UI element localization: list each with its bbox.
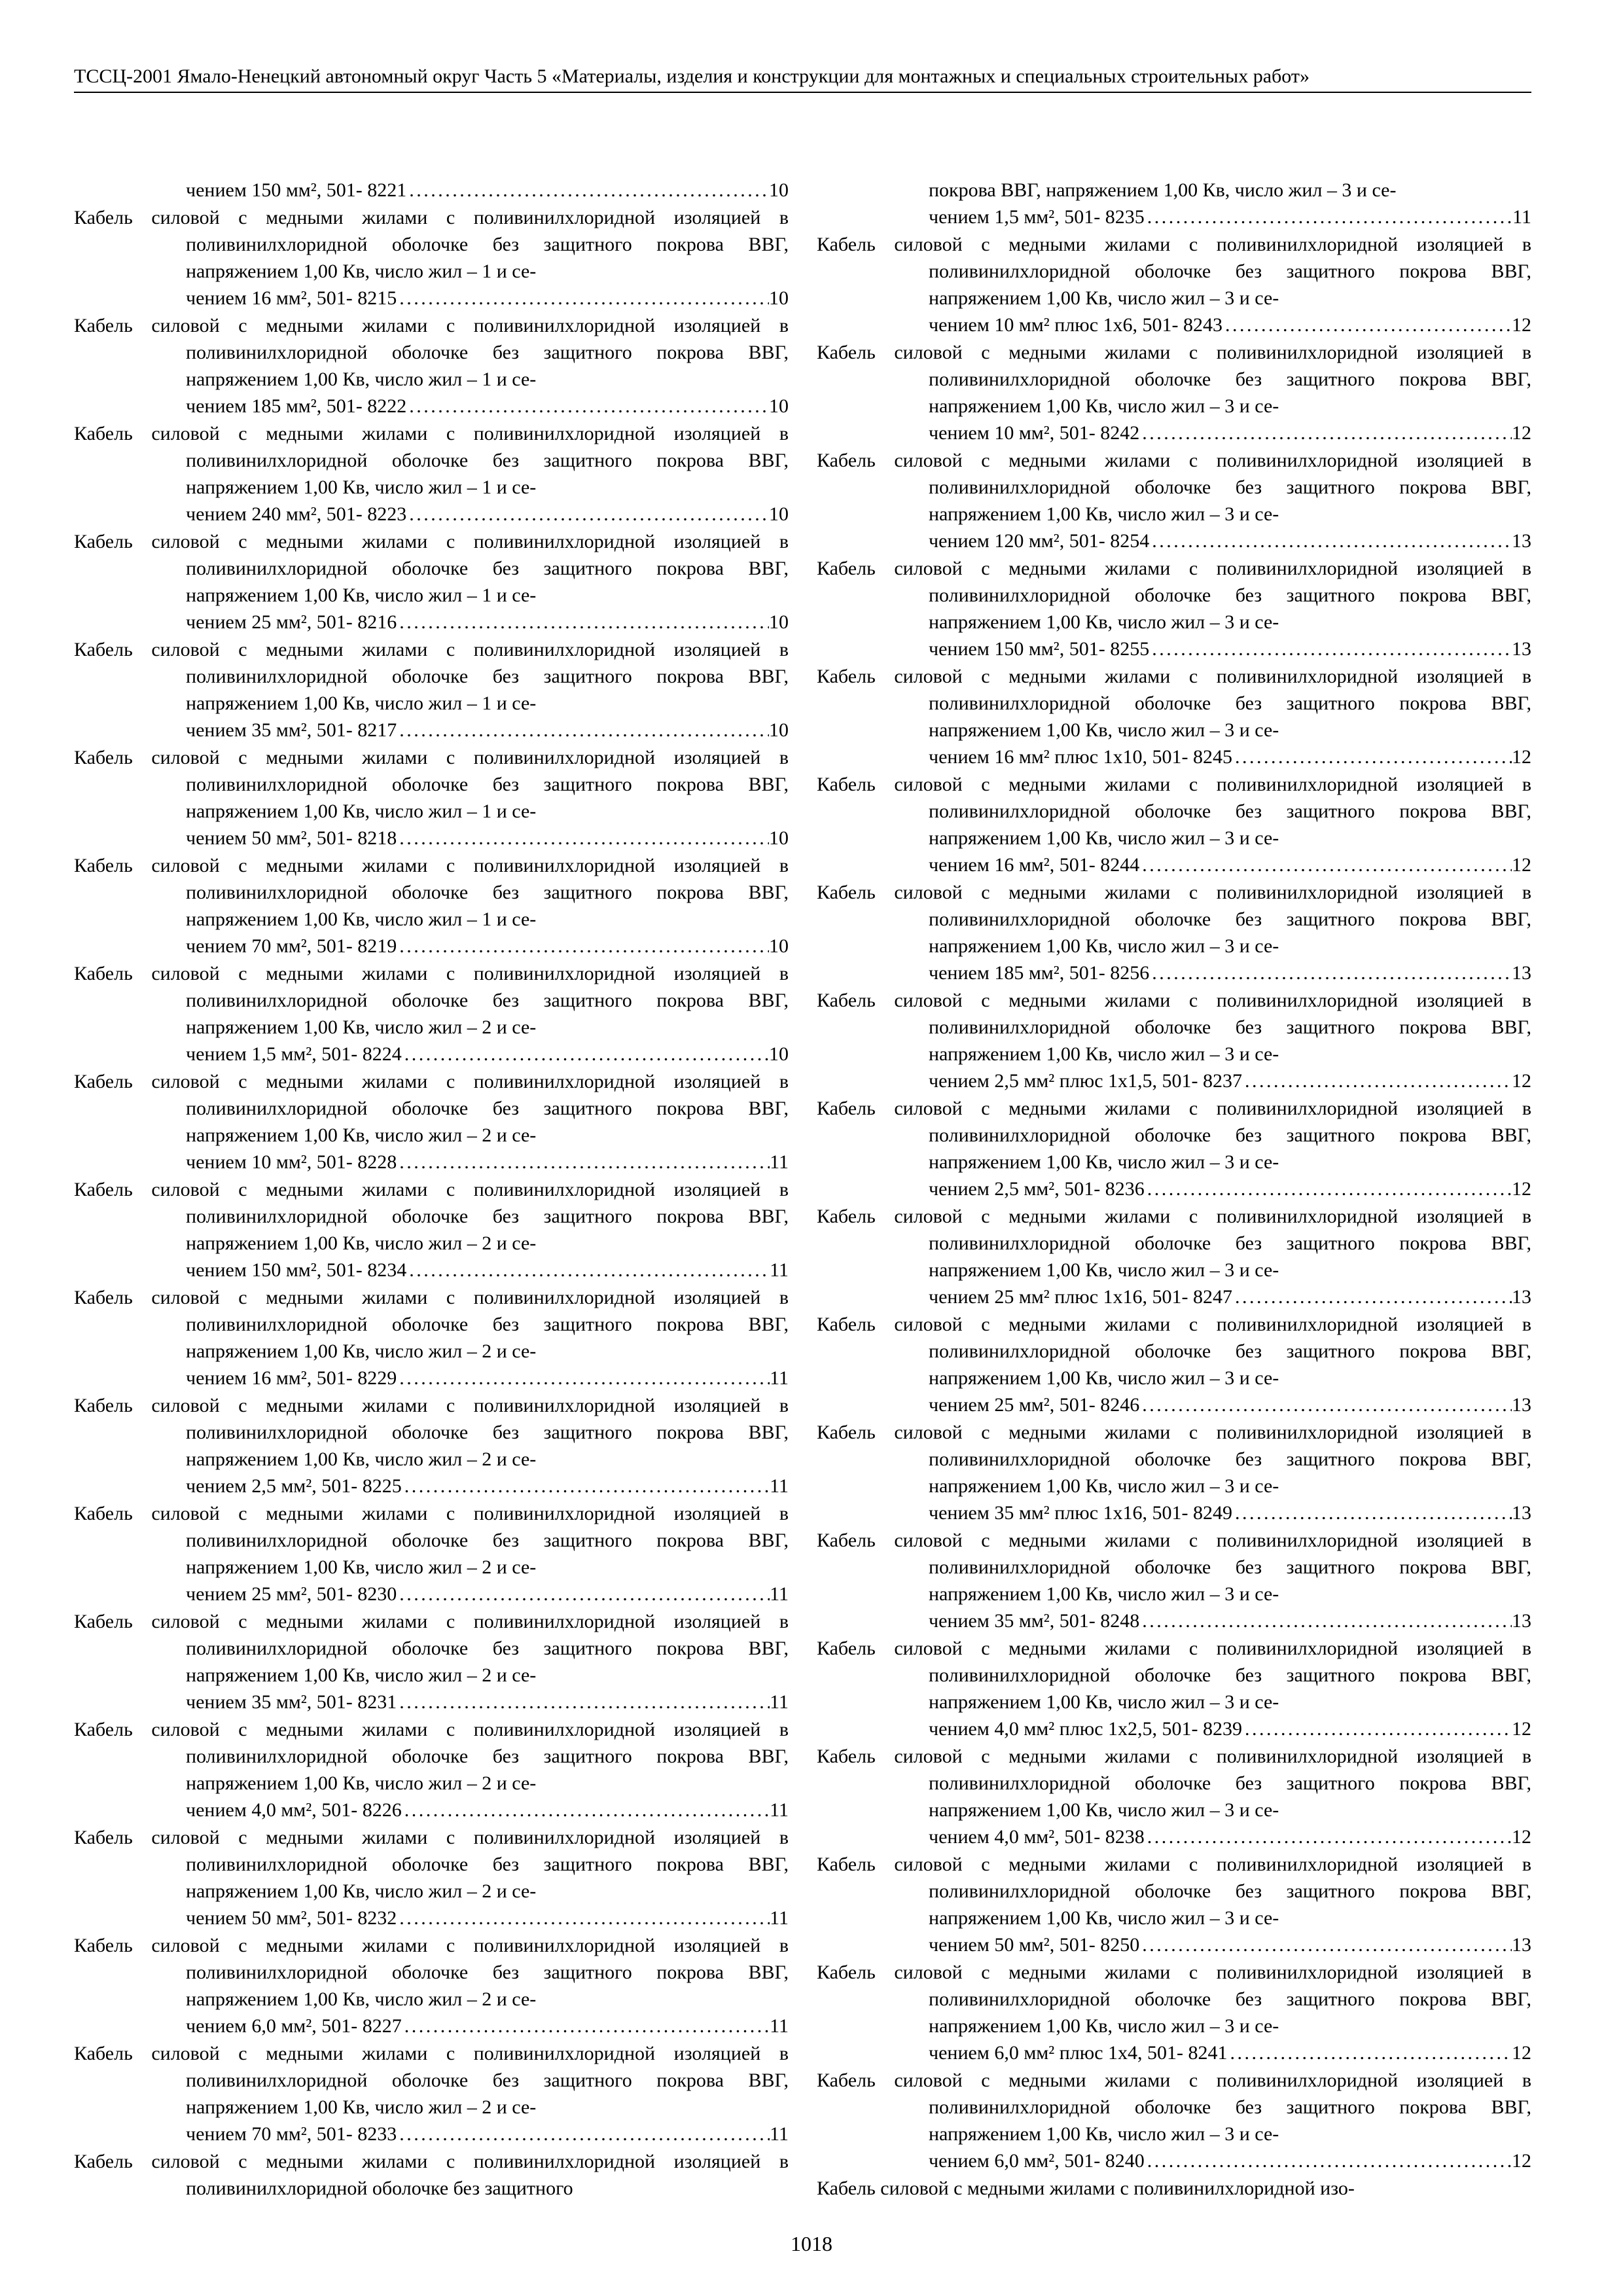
dot-leader	[1149, 528, 1512, 554]
entry-text: Кабель силовой с медными жилами с поливинилхлоридной изоляцией в поливинилхлоридной оболочке без защитного покрова ВВГ, напряжением 1,00 Кв, число жил – 1 и се-	[74, 315, 789, 390]
entry-item-code: чением 10 мм² плюс 1х6, 501- 8243	[929, 314, 1223, 336]
entry-item-code: чением 1,5 мм², 501- 8224	[186, 1043, 402, 1065]
entry-last-line	[186, 285, 789, 312]
dot-leader	[406, 393, 769, 420]
entry-page-ref: 11	[770, 1475, 789, 1497]
dot-leader	[1139, 1607, 1512, 1634]
entry-text: Кабель силовой с медными жилами с поливинилхлоридной изоляцией в поливинилхлоридной оболочке без защитного покрова ВВГ, напряжением 1,00 Кв, число жил – 3 и се-	[817, 1854, 1531, 1929]
entry-item-code: чением 10 мм², 501- 8242	[929, 422, 1140, 444]
header-title: ТССЦ-2001 Ямало-Ненецкий автономный округ Часть 5 «Материалы, изделия и конструкции для монтажных и специальных строительных работ»	[74, 65, 1310, 87]
entry-text: Кабель силовой с медными жилами с поливинилхлоридной изоляцией в поливинилхлоридной оболочке без защитного покрова ВВГ, напряжением 1,00 Кв, число жил – 3 и се-	[817, 1422, 1531, 1497]
entry-text: Кабель силовой с медными жилами с поливинилхлоридной изоляцией в поливинилхлоридной оболочке без защитного покрова ВВГ, напряжением 1,00 Кв, число жил – 3 и се-	[817, 990, 1531, 1065]
dot-leader	[1139, 1931, 1512, 1958]
entry-text: покрова ВВГ, напряжением 1,00 Кв, число жил – 3 и се-	[929, 179, 1397, 201]
entry-last-line	[929, 852, 1531, 878]
entry-last-line	[929, 1607, 1531, 1634]
dot-leader	[402, 1473, 770, 1499]
entry-item-code: чением 35 мм², 501- 8231	[186, 1691, 397, 1713]
entry-last-line	[186, 1905, 789, 1931]
dot-leader	[397, 1581, 770, 1607]
index-entry	[817, 1959, 1531, 2066]
entry-text: Кабель силовой с медными жилами с поливинилхлоридной изоляцией в поливинилхлоридной оболочке без защитного покрова ВВГ, напряжением 1,00 Кв, число жил – 2 и се-	[74, 2043, 789, 2118]
index-entry	[74, 204, 789, 312]
dot-leader	[402, 2013, 770, 2039]
entry-text: Кабель силовой с медными жилами с поливинилхлоридной изоляцией в поливинилхлоридной оболочке без защитного покрова ВВГ, напряжением 1,00 Кв, число жил – 1 и се-	[74, 531, 789, 606]
index-entry	[817, 555, 1531, 662]
entry-item-code: чением 4,0 мм², 501- 8226	[186, 1799, 402, 1821]
entry-page-ref: 10	[769, 935, 789, 957]
index-column-left	[74, 177, 789, 2202]
entry-last-line	[186, 1257, 789, 1283]
index-entry	[74, 2040, 789, 2147]
entry-text: Кабель силовой с медными жилами с поливинилхлоридной изоляцией в поливинилхлоридной оболочке без защитного покрова ВВГ, напряжением 1,00 Кв, число жил – 3 и се-	[817, 1746, 1531, 1821]
dot-leader	[406, 1257, 770, 1283]
index-entry	[817, 879, 1531, 986]
entry-page-ref: 12	[1512, 422, 1531, 444]
dot-leader	[1232, 744, 1512, 770]
entry-last-line	[186, 2121, 789, 2147]
entry-text: Кабель силовой с медными жилами с поливинилхлоридной изоляцией в поливинилхлоридной оболочке без защитного покрова ВВГ, напряжением 1,00 Кв, число жил – 3 и се-	[817, 1314, 1531, 1389]
entry-text: Кабель силовой с медными жилами с поливинилхлоридной изоляцией в поливинилхлоридной оболочке без защитного покрова ВВГ, напряжением 1,00 Кв, число жил – 1 и се-	[74, 855, 789, 930]
entry-item-code: чением 25 мм², 501- 8246	[929, 1394, 1140, 1416]
entry-last-line	[186, 609, 789, 636]
entry-item-code: чением 150 мм², 501- 8234	[186, 1259, 407, 1281]
entry-item-code: чением 25 мм² плюс 1х16, 501- 8247	[929, 1286, 1233, 1308]
entry-item-code: чением 150 мм², 501- 8221	[186, 179, 407, 201]
entry-item-code: чением 16 мм², 501- 8215	[186, 287, 397, 309]
entry-page-ref: 10	[769, 287, 789, 309]
entry-last-line	[186, 1149, 789, 1175]
index-entry	[74, 1824, 789, 1931]
dot-leader	[1139, 1391, 1512, 1418]
index-entry	[74, 744, 789, 852]
entry-text: Кабель силовой с медными жилами с поливинилхлоридной изоляцией в поливинилхлоридной оболочке без защитного покрова ВВГ, напряжением 1,00 Кв, число жил – 3 и се-	[817, 450, 1531, 525]
dot-leader	[397, 1905, 770, 1931]
index-entry	[817, 663, 1531, 770]
entry-page-ref: 11	[770, 1151, 789, 1173]
entry-text: Кабель силовой с медными жилами с поливинилхлоридной изо-	[817, 2178, 1355, 2199]
entry-last-line	[929, 744, 1531, 770]
entry-item-code: чением 10 мм², 501- 8228	[186, 1151, 397, 1173]
entry-item-code: чением 2,5 мм², 501- 8225	[186, 1475, 402, 1497]
page-number: 1018	[791, 2232, 832, 2255]
entry-last-line	[929, 204, 1531, 230]
entry-page-ref: 13	[1512, 638, 1531, 660]
entry-text: Кабель силовой с медными жилами с поливинилхлоридной изоляцией в поливинилхлоридной оболочке без защитного покрова ВВГ, напряжением 1,00 Кв, число жил – 2 и се-	[74, 1827, 789, 1902]
entry-text: Кабель силовой с медными жилами с поливинилхлоридной изоляцией в поливинилхлоридной оболочке без защитного покрова ВВГ, напряжением 1,00 Кв, число жил – 1 и се-	[74, 423, 789, 498]
index-entry	[817, 1635, 1531, 1742]
entry-page-ref: 13	[1512, 1394, 1531, 1416]
entry-last-line	[186, 1041, 789, 1067]
entry-text: Кабель силовой с медными жилами с поливинилхлоридной изоляцией в поливинилхлоридной оболочке без защитного покрова ВВГ, напряжением 1,00 Кв, число жил – 2 и се-	[74, 1395, 789, 1470]
entry-page-ref: 12	[1512, 746, 1531, 768]
entry-item-code: чением 4,0 мм² плюс 1х2,5, 501- 8239	[929, 1718, 1243, 1740]
index-entry	[74, 1716, 789, 1823]
entry-last-line	[186, 1581, 789, 1607]
entry-page-ref: 13	[1512, 1934, 1531, 1956]
entry-item-code: чением 16 мм² плюс 1х10, 501- 8245	[929, 746, 1233, 768]
entry-text: Кабель силовой с медными жилами с поливинилхлоридной изоляцией в поливинилхлоридной оболочке без защитного покрова ВВГ, напряжением 1,00 Кв, число жил – 2 и се-	[74, 1611, 789, 1686]
index-entry	[74, 1068, 789, 1175]
index-entry	[74, 177, 789, 204]
entry-item-code: чением 120 мм², 501- 8254	[929, 530, 1150, 552]
index-entry	[817, 339, 1531, 446]
entry-last-line	[929, 1715, 1531, 1742]
entry-page-ref: 11	[770, 2123, 789, 2145]
dot-leader	[397, 1149, 770, 1175]
entry-item-code: чением 2,5 мм² плюс 1х1,5, 501- 8237	[929, 1070, 1243, 1092]
index-entry	[74, 1392, 789, 1499]
index-column-right	[817, 177, 1531, 2202]
entry-page-ref: 11	[770, 1583, 789, 1605]
entry-page-ref: 12	[1512, 1178, 1531, 1200]
entry-last-line	[929, 1175, 1531, 1202]
entry-text: Кабель силовой с медными жилами с поливинилхлоридной изоляцией в поливинилхлоридной оболочке без защитного покрова ВВГ, напряжением 1,00 Кв, число жил – 3 и се-	[817, 774, 1531, 849]
entry-page-ref: 13	[1512, 530, 1531, 552]
entry-item-code: чением 50 мм², 501- 8218	[186, 827, 397, 849]
entry-text: Кабель силовой с медными жилами с поливинилхлоридной изоляцией в поливинилхлоридной оболочке без защитного покрова ВВГ, напряжением 1,00 Кв, число жил – 2 и се-	[74, 1503, 789, 1578]
index-entry	[817, 2175, 1531, 2202]
index-entry	[74, 312, 789, 420]
index-entry	[74, 420, 789, 528]
entry-item-code: чением 6,0 мм², 501- 8240	[929, 2150, 1145, 2172]
entry-text: Кабель силовой с медными жилами с поливинилхлоридной изоляцией в поливинилхлоридной оболочке без защитного покрова ВВГ, напряжением 1,00 Кв, число жил – 2 и се-	[74, 963, 789, 1038]
index-entry	[817, 447, 1531, 554]
entry-last-line	[929, 1391, 1531, 1418]
dot-leader	[1242, 1715, 1512, 1742]
entry-item-code: чением 16 мм², 501- 8229	[186, 1367, 397, 1389]
entry-page-ref: 13	[1512, 962, 1531, 984]
dot-leader	[397, 717, 769, 744]
entry-item-code: чением 50 мм², 501- 8250	[929, 1934, 1140, 1956]
entry-text: Кабель силовой с медными жилами с поливинилхлоридной изоляцией в поливинилхлоридной оболочке без защитного покрова ВВГ, напряжением 1,00 Кв, число жил – 2 и се-	[74, 1719, 789, 1794]
index-entry	[817, 2067, 1531, 2174]
entry-last-line	[929, 312, 1531, 338]
entry-last-line	[929, 1067, 1531, 1094]
index-entry	[74, 1500, 789, 1607]
entry-page-ref: 11	[770, 1691, 789, 1713]
entry-item-code: чением 6,0 мм², 501- 8227	[186, 2015, 402, 2037]
index-entry	[74, 1608, 789, 1715]
entry-page-ref: 10	[769, 1043, 789, 1065]
dot-leader	[1139, 420, 1512, 446]
dot-leader	[397, 1365, 770, 1391]
dot-leader	[1139, 852, 1512, 878]
entry-text: Кабель силовой с медными жилами с поливинилхлоридной изоляцией в поливинилхлоридной оболочке без защитного покрова ВВГ, напряжением 1,00 Кв, число жил – 3 и се-	[817, 1098, 1531, 1173]
entry-item-code: чением 1,5 мм², 501- 8235	[929, 206, 1145, 228]
entry-last-line	[186, 177, 789, 204]
entry-page-ref: 12	[1512, 2042, 1531, 2064]
dot-leader	[1145, 1175, 1512, 1202]
entry-item-code: чением 150 мм², 501- 8255	[929, 638, 1150, 660]
entry-item-code: чением 16 мм², 501- 8244	[929, 854, 1140, 876]
entry-text: Кабель силовой с медными жилами с поливинилхлоридной изоляцией в поливинилхлоридной оболочке без защитного покрова ВВГ, напряжением 1,00 Кв, число жил – 1 и се-	[74, 747, 789, 822]
entry-page-ref: 12	[1512, 2150, 1531, 2172]
entry-page-ref: 12	[1512, 1826, 1531, 1848]
dot-leader	[1232, 1499, 1512, 1526]
entry-text: Кабель силовой с медными жилами с поливинилхлоридной изоляцией в поливинилхлоридной оболочке без защитного покрова ВВГ, напряжением 1,00 Кв, число жил – 1 и се-	[74, 207, 789, 282]
entry-last-line	[929, 2147, 1531, 2174]
entry-last-line	[186, 393, 789, 420]
entry-page-ref: 10	[769, 827, 789, 849]
entry-item-code: чением 35 мм² плюс 1х16, 501- 8249	[929, 1502, 1233, 1524]
entry-last-line	[186, 1365, 789, 1391]
entry-text: Кабель силовой с медными жилами с поливинилхлоридной изоляцией в поливинилхлоридной оболочке без защитного	[74, 2151, 789, 2199]
entry-page-ref: 10	[769, 611, 789, 633]
index-entry	[817, 1095, 1531, 1202]
entry-last-line	[929, 1823, 1531, 1850]
entry-item-code: чением 70 мм², 501- 8233	[186, 2123, 397, 2145]
entry-item-code: чением 25 мм², 501- 8230	[186, 1583, 397, 1605]
dot-leader	[1222, 312, 1512, 338]
entry-last-line	[186, 825, 789, 852]
index-entry	[817, 177, 1531, 230]
dot-leader	[1228, 2039, 1512, 2066]
entry-text: Кабель силовой с медными жилами с поливинилхлоридной изоляцией в поливинилхлоридной оболочке без защитного покрова ВВГ, напряжением 1,00 Кв, число жил – 3 и се-	[817, 2070, 1531, 2145]
dot-leader	[406, 501, 769, 528]
dot-leader	[397, 609, 769, 636]
index-entry	[74, 960, 789, 1067]
entry-item-code: чением 2,5 мм², 501- 8236	[929, 1178, 1145, 1200]
entry-last-line	[186, 1689, 789, 1715]
entry-item-code: чением 185 мм², 501- 8222	[186, 395, 407, 417]
entry-text: Кабель силовой с медными жилами с поливинилхлоридной изоляцией в поливинилхлоридной оболочке без защитного покрова ВВГ, напряжением 1,00 Кв, число жил – 2 и се-	[74, 1179, 789, 1254]
entry-text: Кабель силовой с медными жилами с поливинилхлоридной изоляцией в поливинилхлоридной оболочке без защитного покрова ВВГ, напряжением 1,00 Кв, число жил – 2 и се-	[74, 1287, 789, 1362]
entry-page-ref: 12	[1512, 1718, 1531, 1740]
entry-last-line	[186, 1797, 789, 1823]
dot-leader	[397, 1689, 770, 1715]
dot-leader	[1242, 1067, 1512, 1094]
index-entry	[74, 1284, 789, 1391]
dot-leader	[397, 825, 769, 852]
entry-page-ref: 10	[769, 395, 789, 417]
entry-item-code: чением 25 мм², 501- 8216	[186, 611, 397, 633]
dot-leader	[1145, 2147, 1512, 2174]
entry-page-ref: 11	[770, 1799, 789, 1821]
entry-page-ref: 11	[770, 1259, 789, 1281]
index-entry	[817, 987, 1531, 1094]
page-header	[74, 64, 1531, 93]
entry-text: Кабель силовой с медными жилами с поливинилхлоридной изоляцией в поливинилхлоридной оболочке без защитного покрова ВВГ, напряжением 1,00 Кв, число жил – 2 и се-	[74, 1935, 789, 2010]
entry-text: Кабель силовой с медными жилами с поливинилхлоридной изоляцией в поливинилхлоридной оболочке без защитного покрова ВВГ, напряжением 1,00 Кв, число жил – 3 и се-	[817, 1638, 1531, 1713]
index-entry	[74, 2148, 789, 2202]
entry-page-ref: 13	[1512, 1286, 1531, 1308]
entry-text: Кабель силовой с медными жилами с поливинилхлоридной изоляцией в поливинилхлоридной оболочке без защитного покрова ВВГ, напряжением 1,00 Кв, число жил – 3 и се-	[817, 1530, 1531, 1605]
entry-text: Кабель силовой с медными жилами с поливинилхлоридной изоляцией в поливинилхлоридной оболочке без защитного покрова ВВГ, напряжением 1,00 Кв, число жил – 3 и се-	[817, 882, 1531, 957]
index-entry	[817, 1851, 1531, 1958]
index-entry	[74, 636, 789, 744]
index-entry	[817, 1203, 1531, 1310]
dot-leader	[402, 1797, 770, 1823]
entry-page-ref: 13	[1512, 1502, 1531, 1524]
entry-text: Кабель силовой с медными жилами с поливинилхлоридной изоляцией в поливинилхлоридной оболочке без защитного покрова ВВГ, напряжением 1,00 Кв, число жил – 3 и се-	[817, 666, 1531, 741]
dot-leader	[1145, 204, 1512, 230]
entry-text: Кабель силовой с медными жилами с поливинилхлоридной изоляцией в поливинилхлоридной оболочке без защитного покрова ВВГ, напряжением 1,00 Кв, число жил – 2 и се-	[74, 1071, 789, 1146]
entry-page-ref: 12	[1512, 854, 1531, 876]
entry-last-line	[929, 2039, 1531, 2066]
entry-last-line	[929, 528, 1531, 554]
index-entry	[817, 1527, 1531, 1634]
entry-page-ref: 11	[770, 2015, 789, 2037]
entry-last-line	[929, 636, 1531, 662]
entry-last-line	[186, 1473, 789, 1499]
entry-page-ref: 11	[770, 1907, 789, 1929]
entry-item-code: чением 35 мм², 501- 8217	[186, 719, 397, 741]
entry-last-line	[186, 501, 789, 528]
index-entry	[817, 1311, 1531, 1418]
entry-page-ref: 11	[770, 1367, 789, 1389]
entry-page-ref: 12	[1512, 1070, 1531, 1092]
dot-leader	[1149, 960, 1512, 986]
dot-leader	[1145, 1823, 1512, 1850]
entry-page-ref: 12	[1512, 314, 1531, 336]
index-entry	[817, 1743, 1531, 1850]
entry-text: Кабель силовой с медными жилами с поливинилхлоридной изоляцией в поливинилхлоридной оболочке без защитного покрова ВВГ, напряжением 1,00 Кв, число жил – 3 и се-	[817, 342, 1531, 417]
entry-last-line	[929, 1499, 1531, 1526]
dot-leader	[397, 285, 769, 312]
entry-page-ref: 10	[769, 503, 789, 525]
entry-text: Кабель силовой с медными жилами с поливинилхлоридной изоляцией в поливинилхлоридной оболочке без защитного покрова ВВГ, напряжением 1,00 Кв, число жил – 1 и се-	[74, 639, 789, 714]
entry-item-code: чением 50 мм², 501- 8232	[186, 1907, 397, 1929]
entry-last-line	[929, 1283, 1531, 1310]
entry-item-code: чением 35 мм², 501- 8248	[929, 1610, 1140, 1632]
entry-text: Кабель силовой с медными жилами с поливинилхлоридной изоляцией в поливинилхлоридной оболочке без защитного покрова ВВГ, напряжением 1,00 Кв, число жил – 3 и се-	[817, 558, 1531, 633]
entry-page-ref: 11	[1512, 206, 1531, 228]
entry-page-ref: 10	[769, 179, 789, 201]
index-entry	[74, 852, 789, 960]
entry-item-code: чением 185 мм², 501- 8256	[929, 962, 1150, 984]
dot-leader	[397, 933, 769, 960]
entry-item-code: чением 4,0 мм², 501- 8238	[929, 1826, 1145, 1848]
entry-page-ref: 13	[1512, 1610, 1531, 1632]
dot-leader	[406, 177, 769, 204]
entry-last-line	[186, 933, 789, 960]
entry-item-code: чением 6,0 мм² плюс 1х4, 501- 8241	[929, 2042, 1228, 2064]
entry-last-line	[929, 1931, 1531, 1958]
entry-last-line	[929, 420, 1531, 446]
dot-leader	[1149, 636, 1512, 662]
dot-leader	[1232, 1283, 1512, 1310]
entry-last-line	[186, 2013, 789, 2039]
entry-item-code: чением 70 мм², 501- 8219	[186, 935, 397, 957]
entry-text: Кабель силовой с медными жилами с поливинилхлоридной изоляцией в поливинилхлоридной оболочке без защитного покрова ВВГ, напряжением 1,00 Кв, число жил – 3 и се-	[817, 1206, 1531, 1281]
entry-text: Кабель силовой с медными жилами с поливинилхлоридной изоляцией в поливинилхлоридной оболочке без защитного покрова ВВГ, напряжением 1,00 Кв, число жил – 3 и се-	[817, 234, 1531, 309]
index-entry	[74, 1176, 789, 1283]
index-entry	[817, 1419, 1531, 1526]
entry-page-ref: 10	[769, 719, 789, 741]
entry-text: Кабель силовой с медными жилами с поливинилхлоридной изоляцией в поливинилхлоридной оболочке без защитного покрова ВВГ, напряжением 1,00 Кв, число жил – 3 и се-	[817, 1962, 1531, 2037]
dot-leader	[397, 2121, 770, 2147]
entry-last-line	[929, 960, 1531, 986]
entry-item-code: чением 240 мм², 501- 8223	[186, 503, 407, 525]
entry-last-line	[186, 717, 789, 744]
index-entry	[817, 231, 1531, 338]
index-entry	[74, 528, 789, 636]
index-entry	[817, 771, 1531, 878]
index-entry	[74, 1932, 789, 2039]
dot-leader	[402, 1041, 769, 1067]
